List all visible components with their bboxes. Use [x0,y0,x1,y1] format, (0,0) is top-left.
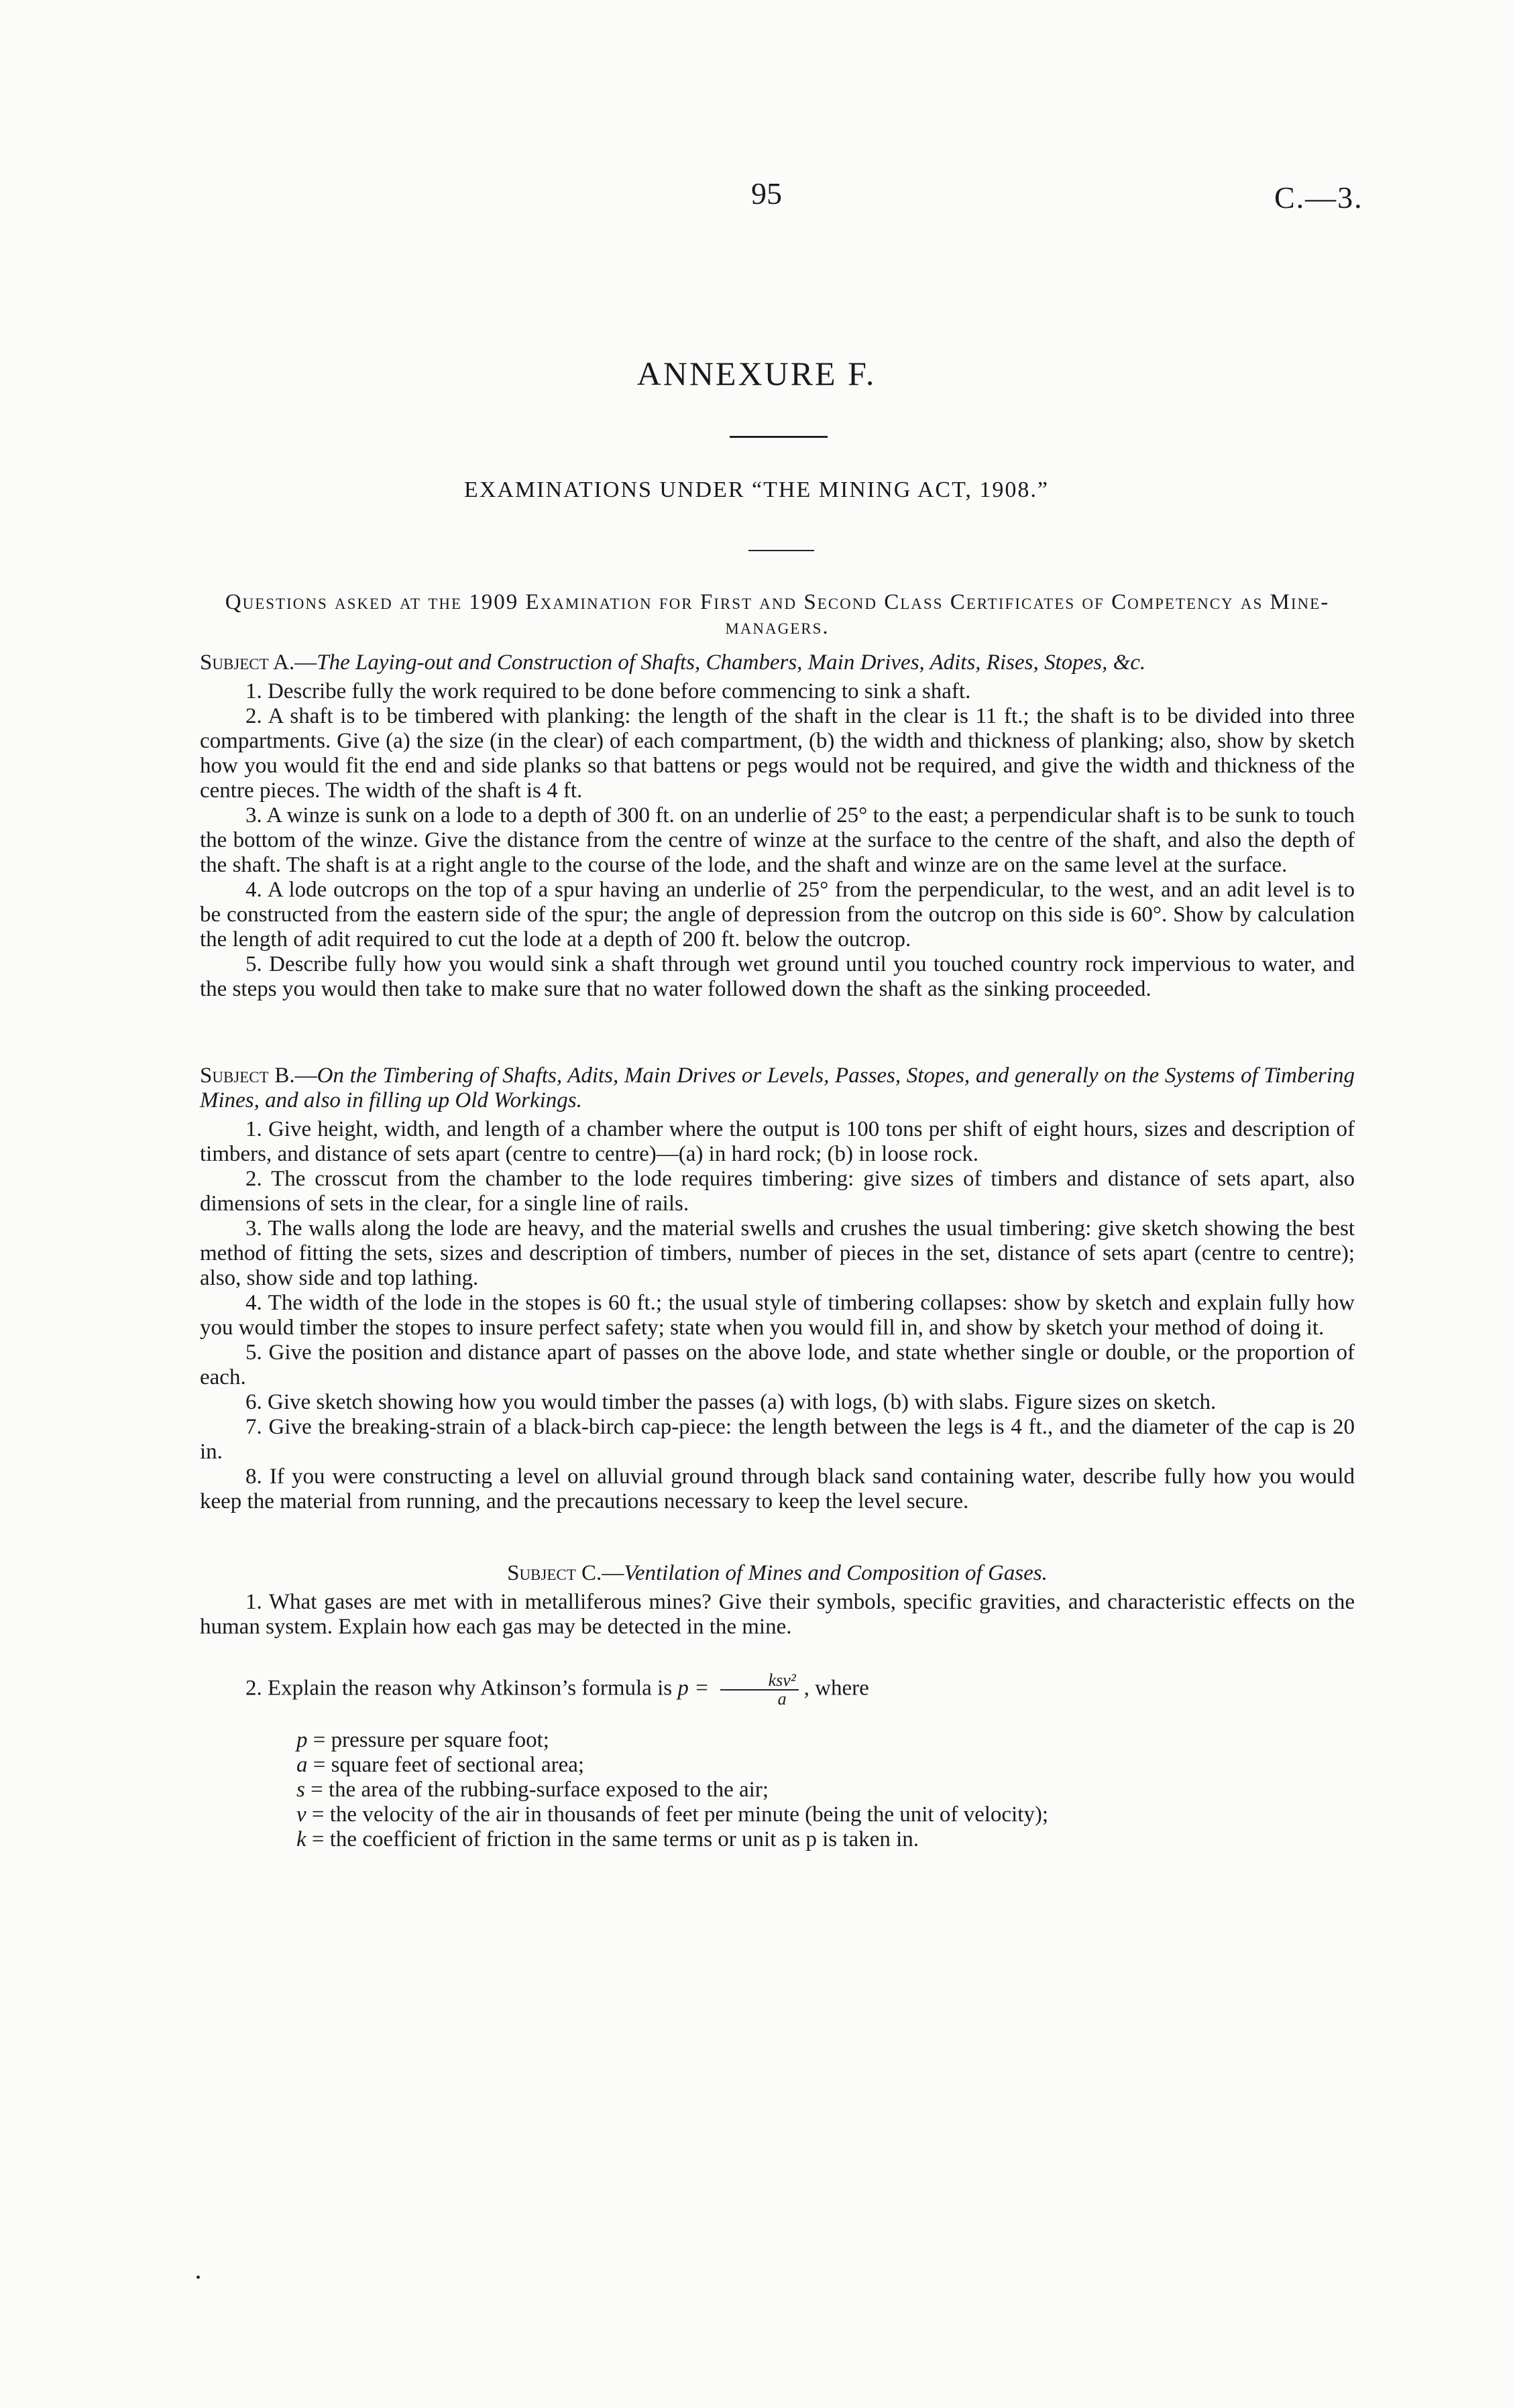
intro-heading: Questions asked at the 1909 Examination for First and Second Class Certificates of Competency as Mine-managers. [225,590,1330,639]
definition-p [296,1728,1355,1753]
subject-c-label: Subject C.— [507,1561,624,1585]
subject-b-question-3: 3. The walls along the lode are heavy, and the material swells and crushes the usual timbering: give sketch showing the best method of fitting the sets, sizes and description of timbers, number of pieces in the set, distance of sets apart (centre to centre); also, show side and top lathing. [200,1216,1355,1290]
subject-a-title: The Laying-out and Construction of Shafts, Chambers, Main Drives, Adits, Rises, Stopes, &c. [317,650,1146,675]
subject-c-heading [200,1561,1355,1586]
definition-var: a [296,1753,308,1777]
subject-b-question-5: 5. Give the position and distance apart of passes on the above lode, and state whether single or double, or the proportion of each. [200,1340,1355,1389]
subject-b-question-6: 6. Give sketch showing how you would timber the passes (a) with logs, (b) with slabs. Figure sizes on sketch. [245,1390,1217,1414]
atkinson-formula-fraction [720,1672,799,1708]
formula-lhs: p = [677,1676,710,1701]
definition-text: = the area of the rubbing-surface exposed to the air; [304,1778,769,1802]
subject-c-question-2 [200,1672,1355,1708]
definition-a [296,1753,1355,1778]
subject-a-question-5: 5. Describe fully how you would sink a shaft through wet ground until you touched country rock impervious to water, and the steps you would then take to make sure that no water followed down the shaft as the sinking proceeded. [200,952,1355,1001]
subject-b-question-7: 7. Give the breaking-strain of a black-birch cap-piece: the length between the legs is 4 ft., and the diameter of the cap is 20 in. [200,1415,1355,1464]
question-2-text: 2. Explain the reason why Atkinson’s formula is [245,1676,673,1701]
definition-var: v [296,1802,306,1827]
subject-b-question-4: 4. The width of the lode in the stopes is 60 ft.; the usual style of timbering collapses: show by sketch and explain fully how you would timber the stopes to insure perfect safety; state when you would fill in, and show by sketch your method of doing it. [200,1291,1355,1340]
subject-a-heading [200,650,1355,675]
definition-k [296,1827,1355,1852]
definition-v [296,1802,1355,1827]
definition-text: = square feet of sectional area; [307,1753,585,1777]
page-number: 95 [751,176,782,211]
section-gap [200,1002,1355,1064]
annexure-title: ANNEXURE F. [636,355,877,392]
heading-divider [748,550,814,551]
page-speck: • [196,2271,201,2285]
subject-a-question-3: 3. A winze is sunk on a lode to a depth of 300 ft. on an underlie of 25° to the east; a perpendicular shaft is to be sunk to touch the bottom of the winze. Give the distance from the centre of winze at the surface to the centre of the shaft, and also the depth of the shaft. The shaft is at a right angle to the course of the lode, and the shaft and winze are on the same level at the surface. [200,803,1355,877]
subject-a-question-1: 1. Describe fully the work required to be done before commencing to sink a shaft. [245,679,971,703]
definition-var: s [296,1778,305,1802]
examinations-heading: EXAMINATIONS UNDER “THE MINING ACT, 1908.” [464,477,1049,502]
subject-b-question-8: 8. If you were constructing a level on alluvial ground through black sand containing water, describe fully how you would keep the material from running, and the precautions necessary to keep the level secure. [200,1465,1355,1513]
subject-c-question-1: 1. What gases are met with in metalliferous mines? Give their symbols, specific gravities, and characteristic effects on the human system. Explain how each gas may be detected in the mine. [200,1590,1355,1639]
subject-b-question-1: 1. Give height, width, and length of a chamber where the output is 100 tons per shift of eight hours, sizes and description of timbers, and distance of sets apart (centre to centre)—(a) in hard rock; (b) in loose rock. [200,1117,1355,1166]
formula-denominator: a [777,1689,787,1709]
subject-b-question-2: 2. The crosscut from the chamber to the lode requires timbering: give sizes of timbers and distance of sets apart, also dimensions of sets in the clear, for a single line of rails. [200,1167,1355,1216]
definition-var: p [296,1728,308,1752]
subject-b-title: On the Timbering of Shafts, Adits, Main Drives or Levels, Passes, Stopes, and generally on the Systems of Timbering Mines, and also in filling up Old Workings. [200,1064,1355,1112]
subject-a-question-4: 4. A lode outcrops on the top of a spur having an underlie of 25° from the perpendicular, to the west, and an adit level is to be constructed from the eastern side of the spur; the angle of depression from the outcrop on this side is 60°. Show by calculation the length of adit required to cut the lode at a depth of 200 ft. below the outcrop. [200,878,1355,952]
question-2-suffix: , where [803,1676,869,1701]
definition-text: = the velocity of the air in thousands of feet per minute (being the unit of velocity); [306,1802,1049,1827]
definition-text: = pressure per square foot; [307,1728,549,1752]
subject-b-label: Subject B.— [200,1064,317,1088]
section-gap [200,1514,1355,1561]
document-body [200,590,1355,1852]
document-reference: C.—3. [1274,180,1363,215]
subject-c-title: Ventilation of Mines and Composition of Gases. [624,1561,1048,1585]
title-divider [730,436,828,438]
definition-text: = the coefficient of friction in the same terms or unit as p is taken in. [306,1827,919,1851]
definition-var: k [296,1827,306,1851]
subject-a-label: Subject A.— [200,650,317,675]
subject-b-heading [200,1064,1355,1113]
subject-a-question-2: 2. A shaft is to be timbered with planking: the length of the shaft in the clear is 11 ft.; the shaft is to be divided into three compartments. Give (a) the size (in the clear) of each compartment, (b) the width and thickness of planking; also, show by sketch how you would fit the end and side planks so that battens or pegs would not be required, and give the width and thickness of the centre pieces. The width of the shaft is 4 ft. [200,704,1355,803]
formula-numerator: ksv² [720,1672,799,1690]
definition-s [296,1778,1355,1802]
formula-definitions [296,1728,1355,1852]
